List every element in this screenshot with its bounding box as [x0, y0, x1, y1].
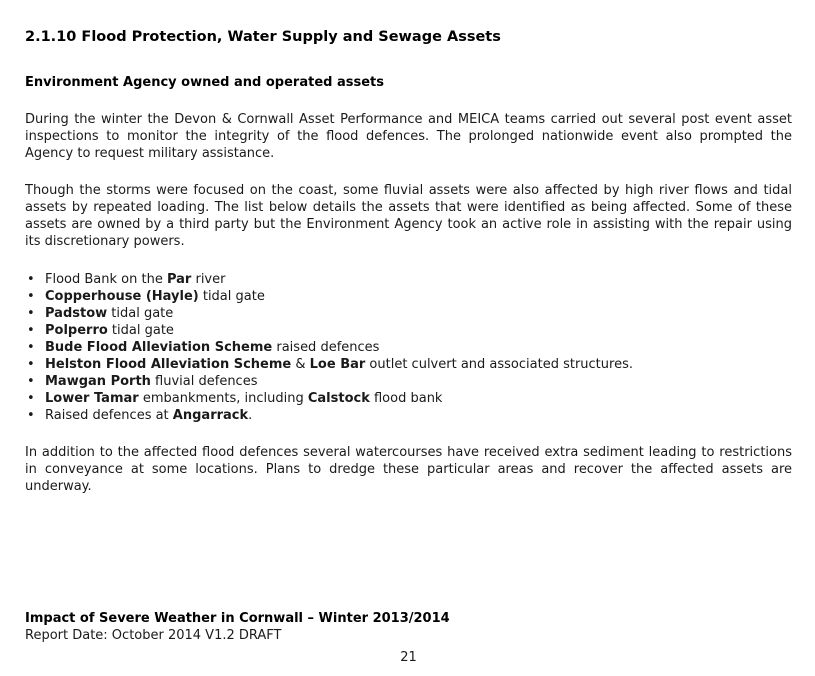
page-number: 21 — [400, 650, 417, 665]
affected-assets-list — [25, 271, 792, 424]
asset-name-bold: Angarrack — [172, 408, 249, 423]
asset-name-bold: Lower Tamar — [45, 391, 139, 406]
asset-list-item — [25, 288, 792, 305]
asset-text: embankments, including — [138, 391, 308, 406]
asset-text: raised defences — [272, 340, 380, 355]
asset-text: tidal gate — [198, 289, 265, 304]
asset-text: & — [291, 357, 310, 372]
asset-name-bold: Helston Flood Alleviation Scheme — [45, 357, 292, 372]
asset-name-bold: Padstow — [45, 306, 108, 321]
asset-list-item — [25, 390, 792, 407]
asset-text: river — [191, 272, 226, 287]
asset-name-bold: Bude Flood Alleviation Scheme — [45, 340, 273, 355]
subsection-heading: Environment Agency owned and operated assets — [25, 75, 384, 90]
asset-text: flood bank — [369, 391, 443, 406]
asset-name-bold: Copperhouse (Hayle) — [45, 289, 199, 304]
page-footer — [25, 610, 792, 666]
asset-name-bold: Calstock — [307, 391, 370, 406]
asset-name-bold: Loe Bar — [309, 357, 366, 372]
asset-list-item — [25, 322, 792, 339]
asset-list-item — [25, 271, 792, 288]
asset-text: Raised defences at — [45, 408, 173, 423]
asset-text: fluvial defences — [150, 374, 258, 389]
paragraph-storm-impacts: Though the storms were focused on the coast, some fluvial assets were also affected by high river flows and tidal assets by repeated loading. The list below details the assets that were identified as being affected. Some of these assets are owned by a third party but the Environment Agency took an active role in assisting with the repair using its discretionary powers. — [25, 183, 792, 249]
asset-list-item — [25, 373, 792, 390]
asset-text: outlet culvert and associated structures. — [365, 357, 633, 372]
report-date: Report Date: October 2014 V1.2 DRAFT — [25, 628, 282, 643]
asset-list-item — [25, 339, 792, 356]
asset-list-item — [25, 407, 792, 424]
asset-text: tidal gate — [107, 323, 174, 338]
asset-name-bold: Mawgan Porth — [45, 374, 151, 389]
asset-list-item — [25, 356, 792, 373]
asset-list-item — [25, 305, 792, 322]
asset-name-bold: Polperro — [45, 323, 108, 338]
asset-text: tidal gate — [107, 306, 174, 321]
asset-name-bold: Par — [166, 272, 192, 287]
section-heading: 2.1.10 Flood Protection, Water Supply and Sewage Assets — [25, 29, 501, 45]
asset-text: Flood Bank on the — [45, 272, 167, 287]
report-title: Impact of Severe Weather in Cornwall – Winter 2013/2014 — [25, 611, 450, 626]
paragraph-asset-inspections: During the winter the Devon & Cornwall Asset Performance and MEICA teams carried out several post event asset inspections to monitor the integrity of the flood defences. The prolonged nationwide event also prompted the Agency to request military assistance. — [25, 112, 792, 161]
asset-text: . — [248, 408, 253, 423]
paragraph-sediment-dredging: In addition to the affected flood defences several watercourses have received extra sediment leading to restrictions in conveyance at some locations. Plans to dredge these particular areas and recover the affected assets are underway. — [25, 445, 792, 494]
